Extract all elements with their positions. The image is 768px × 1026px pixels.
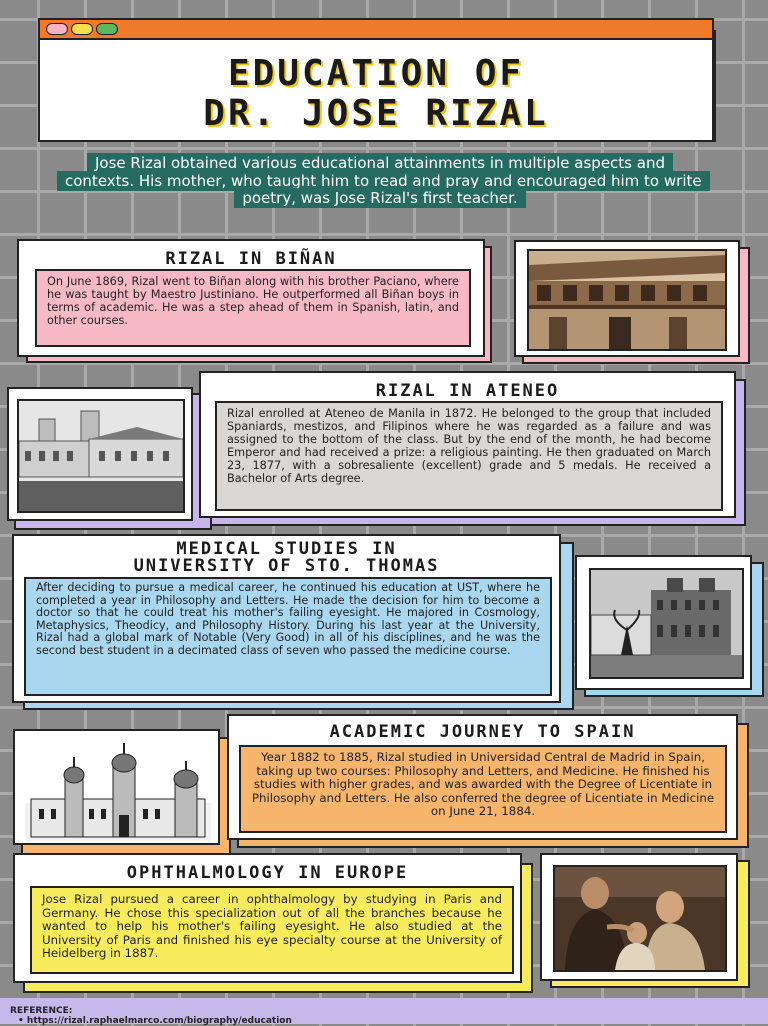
reference-link[interactable]: https://rizal.raphaelmarco.com/biography/education <box>26 1016 292 1026</box>
ateneo-building-photo <box>17 399 185 513</box>
ust-photo-card <box>575 555 752 690</box>
binan-text: On June 1869, Rizal went to Biñan along with his brother Paciano, where he was taught by Maestro Justiniano. He outperformed all Biñan boys in terms of academic. He was a step ahead of them in Spanish, latin, and other courses. <box>35 269 471 347</box>
binan-heading: RIZAL IN BIÑAN <box>165 249 337 269</box>
madrid-university-photo <box>25 737 211 841</box>
europe-heading: OPHTHALMOLOGY IN EUROPE <box>126 863 409 883</box>
title-line-2: DR. JOSE RIZAL <box>203 93 549 134</box>
spain-text: Year 1882 to 1885, Rizal studied in Universidad Central de Madrid in Spain, taking up two courses: Philosophy and Letters, and Medicine. He finished his studies with higher grades, and was awarded with the Degree of Licentiate in Philosophy and Letters. He also conferred the degree of Licentiate in Medicine on June 21, 1884. <box>239 745 727 833</box>
title-card <box>38 18 714 142</box>
ateneo-heading: RIZAL IN ATENEO <box>375 381 560 401</box>
yellow-dot-icon <box>71 23 93 35</box>
reference-item <box>10 1016 768 1026</box>
green-dot-icon <box>96 23 118 35</box>
spain-photo-card <box>13 729 220 845</box>
ust-heading-line-2: UNIVERSITY OF STO. THOMAS <box>133 556 440 576</box>
ust-heading-line-1: MEDICAL STUDIES IN <box>176 539 397 559</box>
binan-card <box>17 239 485 357</box>
ust-building-photo <box>589 568 744 679</box>
eye-doctor-painting <box>553 865 727 972</box>
ust-card <box>12 534 561 703</box>
title-bar <box>40 20 712 40</box>
spain-heading: ACADEMIC JOURNEY TO SPAIN <box>329 722 636 742</box>
ateneo-text: Rizal enrolled at Ateneo de Manila in 1872. He belonged to the group that included Spaniards, mestizos, and Filipinos where he was regarded as a failure and was assigned to the bottom of the class. But by the end of the month, he had become Emperor and had received a prize: a religious painting. He then graduated on March 23, 1877, with a sobresaliente (excellent) grade and 5 medals. He received a Bachelor of Arts degree. <box>215 401 723 511</box>
europe-photo-card <box>540 853 738 981</box>
europe-text: Jose Rizal pursued a career in ophthalmology by studying in Paris and Germany. He chose this specialization out of all the branches because he wanted to help his mother's failing eyesight. He also studied at the University of Paris and finished his eye specialty course at the University of Heidelberg in 1887. <box>30 886 514 974</box>
bullet-icon: • <box>18 1016 24 1026</box>
spain-card <box>227 714 738 840</box>
reference-label: REFERENCE: <box>10 1006 73 1016</box>
pink-dot-icon <box>46 23 68 35</box>
page-title <box>40 54 712 134</box>
europe-card <box>13 853 522 983</box>
intro-text: Jose Rizal obtained various educational attainments in multiple aspects and contexts. His mother, who taught him to read and pray and encouraged him to write poetry, was Jose Rizal's first teacher. <box>57 155 703 227</box>
binan-house-photo <box>527 249 727 351</box>
title-line-1: EDUCATION OF <box>227 53 525 94</box>
binan-photo-card <box>514 240 740 357</box>
ateneo-card <box>199 371 736 518</box>
ateneo-photo-card <box>7 387 193 521</box>
reference-bar <box>0 998 768 1024</box>
ust-text: After deciding to pursue a medical career, he continued his education at UST, where he completed a year in Philosophy and Letters. He made the decision for him to become a doctor so that he could treat his mother's failing eyesight. He majored in Cosmology, Metaphysics, Theodicy, and Philosophy History. During his last year at the University, Rizal had a global mark of Notable (Very Good) in all of his disciplines, and he was the second best student in a decimated class of seven who passed the medicine course. <box>24 577 552 696</box>
ust-heading <box>14 541 559 575</box>
